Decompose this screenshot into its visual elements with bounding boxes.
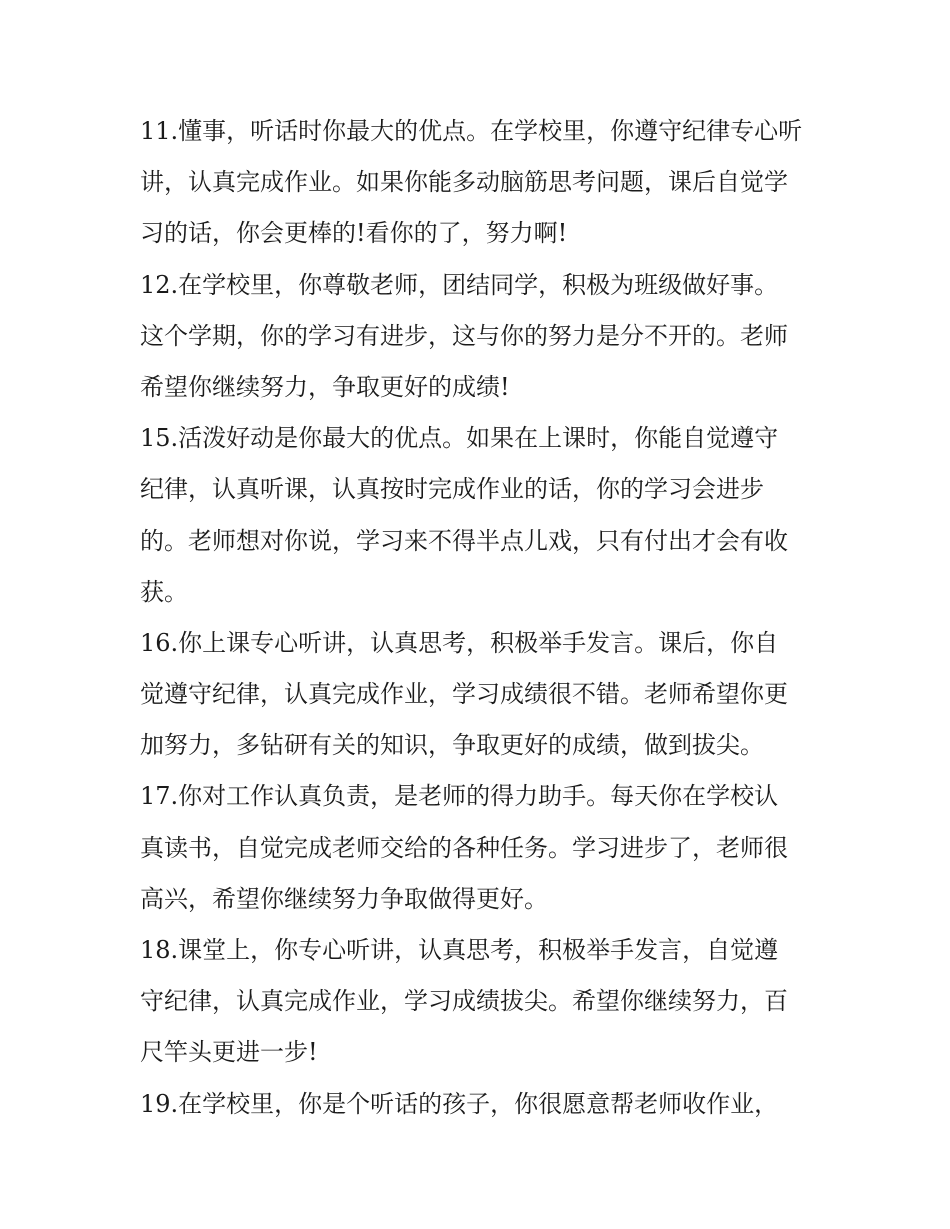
- text-line: 尺竿头更进一步!: [140, 1038, 318, 1067]
- document-body: [140, 106, 816, 1130]
- text-line: 加努力，多钻研有关的知识，争取更好的成绩，做到拔尖。: [140, 731, 764, 760]
- comment-paragraph-17: [140, 771, 816, 925]
- text-line: 讲，认真完成作业。如果你能多动脑筋思考问题，课后自觉学: [140, 168, 788, 197]
- text-line: 16.你上课专心听讲，认真思考，积极举手发言。课后，你自: [140, 628, 779, 657]
- text-line: 12.在学校里，你尊敬老师，团结同学，积极为班级做好事。: [140, 270, 779, 299]
- comment-paragraph-15: [140, 413, 816, 618]
- text-line: 获。: [140, 577, 188, 606]
- text-line: 希望你继续努力，争取更好的成绩!: [140, 372, 510, 401]
- text-line: 17.你对工作认真负责，是老师的得力助手。每天你在学校认: [140, 782, 779, 811]
- text-line: 15.活泼好动是你最大的优点。如果在上课时，你能自觉遵守: [140, 424, 779, 453]
- text-line: 高兴，希望你继续努力争取做得更好。: [140, 884, 548, 913]
- text-line: 觉遵守纪律，认真完成作业，学习成绩很不错。老师希望你更: [140, 680, 788, 709]
- text-line: 19.在学校里，你是个听话的孩子，你很愿意帮老师收作业，: [140, 1089, 779, 1118]
- comment-paragraph-12: [140, 260, 816, 414]
- comment-paragraph-16: [140, 618, 816, 772]
- text-line: 真读书，自觉完成老师交给的各种任务。学习进步了，老师很: [140, 833, 788, 862]
- comment-paragraph-18: [140, 925, 816, 1079]
- text-line: 18.课堂上，你专心听讲，认真思考，积极举手发言，自觉遵: [140, 936, 779, 964]
- text-line: 习的话，你会更棒的!看你的了，努力啊!: [140, 219, 568, 248]
- comment-paragraph-11: [140, 106, 816, 260]
- text-line: 11.懂事，听话时你最大的优点。在学校里，你遵守纪律专心听: [140, 117, 803, 145]
- text-line: 纪律，认真听课，认真按时完成作业的话，你的学习会进步: [140, 475, 764, 504]
- text-line: 的。老师想对你说，学习来不得半点儿戏，只有付出才会有收: [140, 526, 788, 555]
- text-line: 这个学期，你的学习有进步，这与你的努力是分不开的。老师: [140, 321, 788, 350]
- text-line: 守纪律，认真完成作业，学习成绩拔尖。希望你继续努力，百: [140, 987, 788, 1016]
- comment-paragraph-19: [140, 1079, 816, 1130]
